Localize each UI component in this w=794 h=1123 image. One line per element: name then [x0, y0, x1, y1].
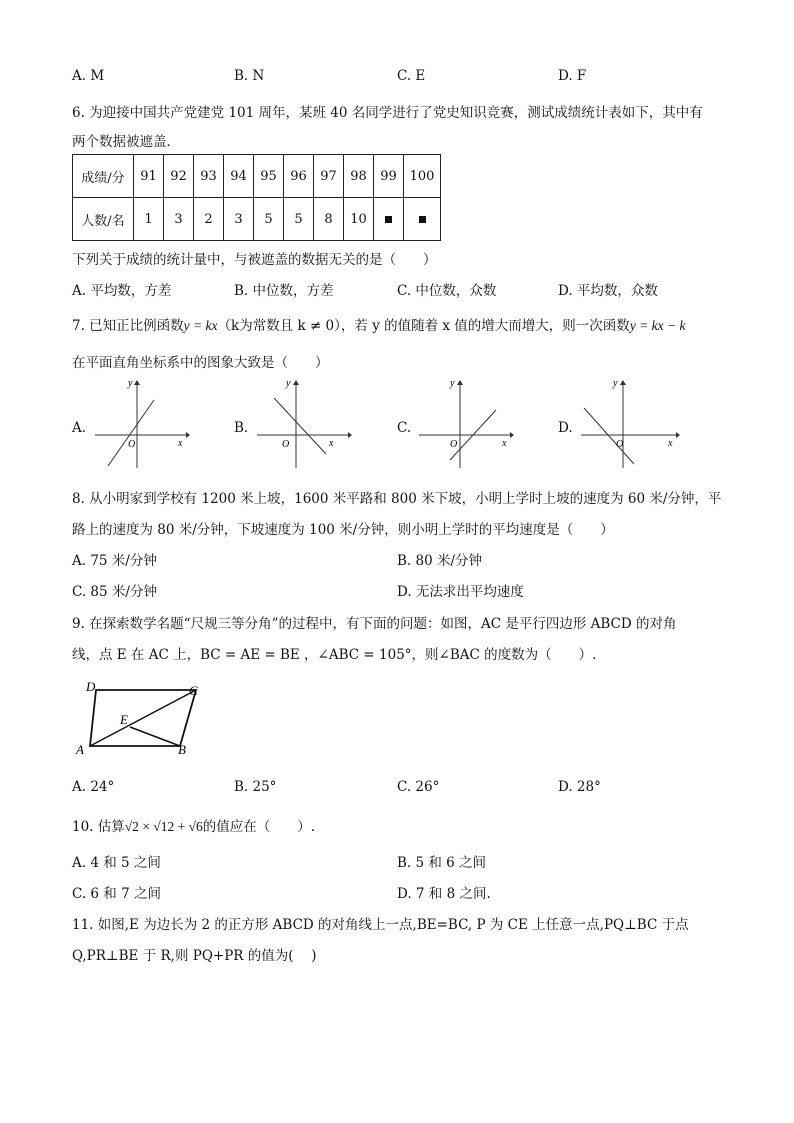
- x-label: x: [178, 438, 183, 449]
- q10-expression: √2 × √12 + √6: [124, 819, 203, 834]
- point-e-label: E: [120, 712, 128, 727]
- q10-prefix: 10. 估算: [72, 819, 125, 835]
- q7-graph-b-label: B.: [234, 420, 249, 436]
- q8-option-c: C. 85 米/分钟: [72, 584, 157, 600]
- count-cell: 3: [164, 198, 194, 241]
- y-arrow-icon: [620, 380, 626, 385]
- y-label: y: [286, 378, 291, 389]
- q11-stem-line2: Q,PR⊥BE 于 R,则 PQ+PR 的值为( ): [72, 948, 317, 964]
- q9-option-b: B. 25°: [234, 779, 277, 795]
- q9-stem-line2: 线，点 E 在 AC 上，BC = AE = BE ，∠ABC = 105°，则∠BAC 的度数为（ ）.: [72, 647, 597, 663]
- q7-graph-d-label: D.: [558, 420, 573, 436]
- function-line: [108, 400, 154, 466]
- q10-stem: [72, 815, 315, 835]
- q5-option-d: D. F: [558, 68, 587, 84]
- origin-label: O: [282, 439, 290, 450]
- q10-option-d: D. 7 和 8 之间.: [397, 886, 491, 902]
- parallelogram-figure: [74, 676, 208, 760]
- q7-graph-a-label: A.: [72, 420, 87, 436]
- score-cell: 97: [314, 155, 344, 198]
- score-row-label: 成绩/分: [73, 155, 134, 198]
- vertex-a-label: A: [76, 742, 84, 757]
- x-arrow-icon: [676, 432, 680, 438]
- q10-option-c: C. 6 和 7 之间: [72, 886, 161, 902]
- x-arrow-icon: [510, 432, 514, 438]
- count-row-label: 人数/名: [73, 198, 134, 241]
- score-cell: 98: [344, 155, 374, 198]
- score-cell: 99: [374, 155, 404, 198]
- count-cell: 5: [254, 198, 284, 241]
- q6-option-c: C. 中位数，众数: [397, 283, 497, 299]
- q7-graph-d: [576, 378, 680, 470]
- count-cell: 3: [224, 198, 254, 241]
- q10-suffix: 的值应在（ ）.: [202, 819, 316, 835]
- q6-option-d: D. 平均数，众数: [558, 283, 658, 299]
- q7-graph-c: [414, 378, 514, 470]
- q9-stem-line1: 9. 在探索数学名题“尺规三等分角”的过程中，有下面的问题：如图，AC 是平行四边形 ABCD 的对角: [72, 616, 677, 632]
- q7-graph-b: [252, 378, 352, 470]
- q8-option-a: A. 75 米/分钟: [72, 553, 157, 569]
- vertex-d-label: D: [86, 679, 96, 694]
- q8-option-b: B. 80 米/分钟: [397, 553, 483, 569]
- masked-cell: [404, 198, 441, 241]
- y-arrow-icon: [134, 380, 140, 385]
- score-cell: 95: [254, 155, 284, 198]
- count-cell: 8: [314, 198, 344, 241]
- q9-option-d: D. 28°: [558, 779, 601, 795]
- x-arrow-icon: [348, 432, 352, 438]
- q7-stem-line2: 在平面直角坐标系中的图象大致是（ ）: [72, 355, 329, 371]
- q7-text-b: （k为常数且 k ≠ 0），若 y 的值随着 x 值的增大而增大，则一次函数: [217, 318, 630, 334]
- score-row: [73, 155, 441, 198]
- q6-stem-line1: 6. 为迎接中国共产党建党 101 周年，某班 40 名同学进行了党史知识竞赛，测试成绩统计表如下，其中有: [72, 105, 703, 121]
- score-cell: 94: [224, 155, 254, 198]
- score-cell: 100: [404, 155, 441, 198]
- q7-stem-line1: [72, 314, 686, 334]
- score-cell: 92: [164, 155, 194, 198]
- q8-stem-line1: 8. 从小明家到学校有 1200 米上坡，1600 米平路和 800 米下坡，小明上学时上坡的速度为 60 米/分钟，平: [72, 491, 722, 507]
- q6-question: 下列关于成绩的统计量中，与被遮盖的数据无关的是（ ）: [72, 252, 437, 268]
- score-table: [72, 154, 441, 241]
- origin-label: O: [450, 439, 458, 450]
- x-label: x: [329, 438, 334, 449]
- q8-option-d: D. 无法求出平均速度: [397, 584, 524, 600]
- function-line: [584, 408, 634, 464]
- count-cell: 2: [194, 198, 224, 241]
- score-cell: 96: [284, 155, 314, 198]
- q5-option-c: C. E: [397, 68, 426, 84]
- origin-label: O: [616, 439, 624, 450]
- score-cell: 91: [134, 155, 164, 198]
- origin-label: O: [128, 439, 136, 450]
- q7-func2: y = kx − k: [629, 318, 686, 333]
- count-row: [73, 198, 441, 241]
- q8-stem-line2: 路上的速度为 80 米/分钟，下坡速度为 100 米/分钟，则小明上学时的平均速度是（ ）: [72, 522, 614, 538]
- q11-stem-line1: 11. 如图,E 为边长为 2 的正方形 ABCD 的对角线上一点,BE=BC, P 为 CE 上任意一点,PQ⊥BC 于点: [72, 917, 689, 933]
- q5-option-a: A. M: [72, 68, 105, 84]
- y-arrow-icon: [457, 380, 463, 385]
- masked-cell: [374, 198, 404, 241]
- diagonal-ac: [90, 690, 196, 746]
- q6-option-a: A. 平均数，方差: [72, 283, 172, 299]
- q9-option-a: A. 24°: [72, 779, 115, 795]
- x-label: x: [502, 438, 507, 449]
- segment-be: [130, 727, 180, 746]
- x-label: x: [668, 438, 673, 449]
- q6-option-b: B. 中位数，方差: [234, 283, 334, 299]
- mask-square-icon: [419, 216, 426, 223]
- count-cell: 5: [284, 198, 314, 241]
- q6-stem-line2: 两个数据被遮盖．: [72, 134, 180, 150]
- q5-option-b: B. N: [234, 68, 265, 84]
- y-label: y: [128, 378, 133, 389]
- q7-graph-c-label: C.: [397, 420, 412, 436]
- y-label: y: [450, 378, 455, 389]
- vertex-c-label: C: [189, 683, 198, 698]
- y-label: y: [613, 378, 618, 389]
- x-arrow-icon: [186, 432, 190, 438]
- y-arrow-icon: [293, 380, 299, 385]
- q7-text-a: 7. 已知正比例函数: [72, 318, 184, 334]
- q9-option-c: C. 26°: [397, 779, 440, 795]
- q10-option-b: B. 5 和 6 之间: [397, 855, 487, 871]
- count-cell: 1: [134, 198, 164, 241]
- q7-graph-a: [90, 378, 190, 470]
- score-cell: 93: [194, 155, 224, 198]
- q10-option-a: A. 4 和 5 之间: [72, 855, 161, 871]
- count-cell: 10: [344, 198, 374, 241]
- vertex-b-label: B: [178, 742, 186, 757]
- mask-square-icon: [385, 216, 392, 223]
- q7-func1: y = kx: [183, 318, 218, 333]
